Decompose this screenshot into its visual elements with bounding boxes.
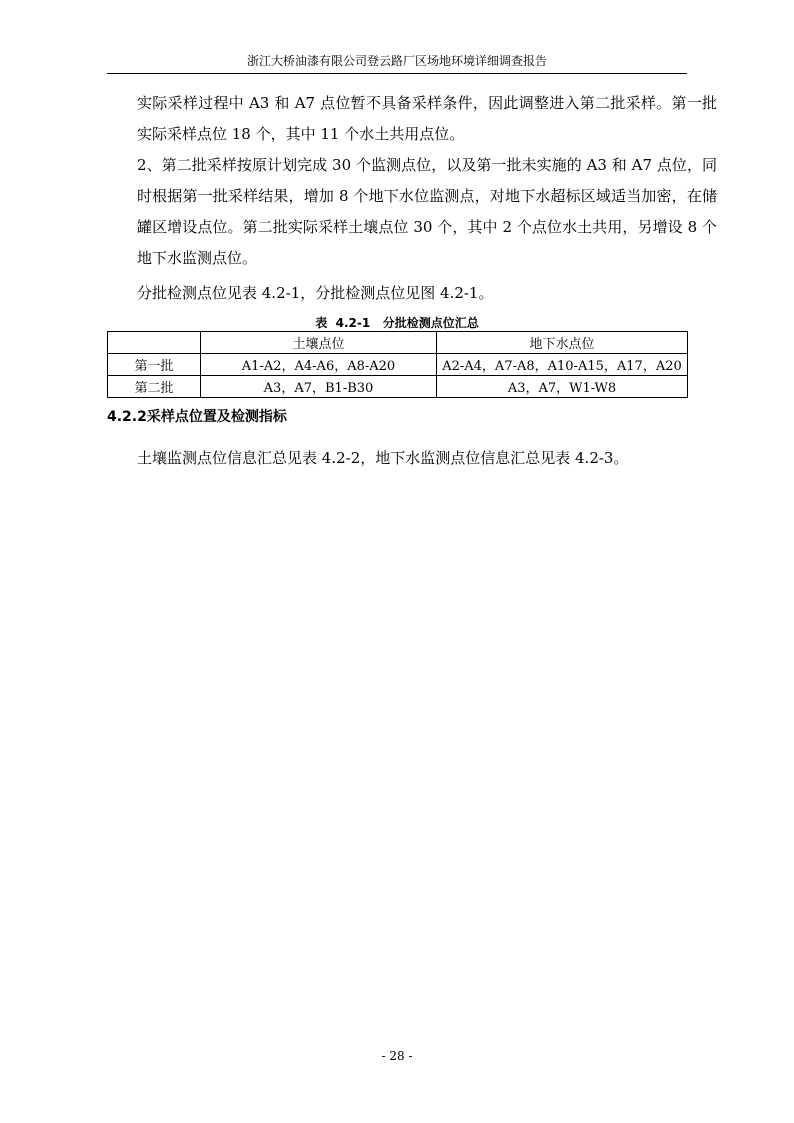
table-cell: A2-A4，A7-A8，A10-A15，A17，A20 [437,354,688,376]
table-header-cell [108,332,201,354]
table-row [108,354,688,376]
header-divider [107,73,687,74]
table-cell: A1-A2，A4-A6，A8-A20 [201,354,437,376]
table-cell: 第一批 [108,354,201,376]
table-header-cell: 地下水点位 [437,332,688,354]
paragraph-sampling-adjustment: 实际采样过程中 A3 和 A7 点位暂不具备采样条件，因此调整进入第二批采样。第一批实际采样点位 18 个，其中 11 个水土共用点位。 [137,94,717,143]
table-cell: A3，A7，B1-B30 [201,376,437,398]
section-heading: 4.2.2采样点位置及检测指标 [107,409,287,425]
page-number: - 28 - [381,1049,413,1063]
paragraph-info-summary: 土壤监测点位信息汇总见表 4.2-2，地下水监测点位信息汇总见表 4.2-3。 [137,449,629,467]
table-header-row [108,332,688,354]
paragraph-second-batch: 2、第二批采样按原计划完成 30 个监测点位，以及第一批未实施的 A3 和 A7 点位，同时根据第一批采样结果，增加 8 个地下水位监测点，对地下水超标区域适当加密，在储罐区增设点位。第二批实际采样土壤点位 30 个，其中 2 个点位水土共用，另增设 8 个地下水监测点位。 [137,156,717,267]
batch-sampling-table [107,331,688,398]
table-cell: A3，A7，W1-W8 [437,376,688,398]
table-cell: 第二批 [108,376,201,398]
table-row [108,376,688,398]
paragraph-table-reference: 分批检测点位见表 4.2-1，分批检测点位见图 4.2-1。 [137,284,494,302]
table-header-cell: 土壤点位 [201,332,437,354]
table-caption: 表 4.2-1 分批检测点位汇总 [315,316,479,330]
page-header: 浙江大桥油漆有限公司登云路厂区场地环境详细调查报告 [246,54,547,68]
